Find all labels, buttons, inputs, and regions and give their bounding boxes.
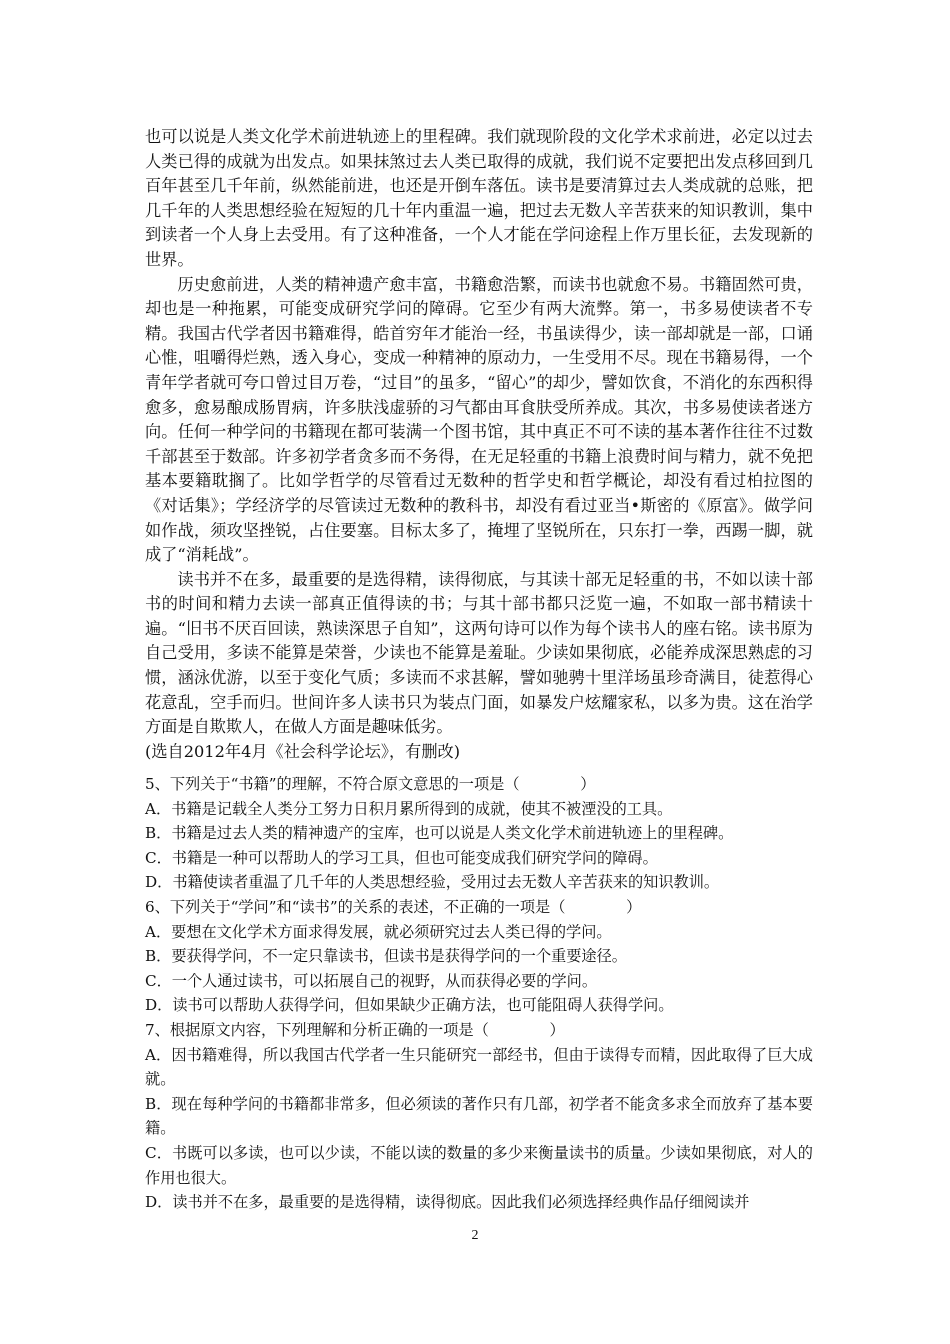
option-b: B．现在每种学问的书籍都非常多，但必须读的著作只有几部，初学者不能贪多求全而放弃了基本要籍。 — [145, 1094, 813, 1138]
option-a: A．书籍是记载全人类分工努力日积月累所得到的成就，使其不被湮没的工具。 — [145, 799, 673, 818]
option-a: A．因书籍难得，所以我国古代学者一生只能研究一部经书，但由于读得专而精，因此取得了巨大成就。 — [145, 1045, 813, 1089]
option-c: C．书既可以多读，也可以少读，不能以读的数量的多少来衡量读书的质量。少读如果彻底，对人的作用也很大。 — [145, 1143, 813, 1187]
option-d: D．读书可以帮助人获得学问，但如果缺少正确方法，也可能阻碍人获得学问。 — [145, 996, 674, 1015]
questions-section — [145, 772, 813, 1215]
question-stem: 6、下列关于“学问”和“读书”的关系的表述，不正确的一项是（ ） — [145, 897, 642, 916]
option-b: B．书籍是过去人类的精神遗产的宝库，也可以说是人类文化学术前进轨迹上的里程碑。 — [145, 824, 734, 843]
question-5 — [145, 772, 813, 895]
question-stem: 5、下列关于“书籍”的理解，不符合原文意思的一项是（ ） — [145, 775, 596, 793]
question-7 — [145, 1018, 813, 1215]
question-stem: 7、根据原文内容，下列理解和分析正确的一项是（ ） — [145, 1020, 565, 1039]
passage-paragraph-1: 也可以说是人类文化学术前进轨迹上的里程碑。我们就现阶段的文化学术求前进，必定以过去人类已得的成就为出发点。如果抹煞过去人类已取得的成就，我们说不定要把出发点移回到几百年甚至几千年前，纵然能前进，也还是开倒车落伍。读书是要清算过去人类成就的总账，把几千年的人类思想经验在短短的几十年内重温一遍，把过去无数人辛苦获来的知识教训，集中到读者一个人身上去受用。有了这种准备，一个人才能在学问途程上作万里长征，去发现新的世界。 — [145, 127, 813, 269]
passage-body — [145, 125, 813, 764]
option-d: D．读书并不在多，最重要的是选得精，读得彻底。因此我们必须选择经典作品仔细阅读并 — [145, 1193, 750, 1212]
option-d: D．书籍使读者重温了几千年的人类思想经验，受用过去无数人辛苦获来的知识教训。 — [145, 873, 720, 892]
question-6 — [145, 895, 813, 1018]
option-c: C．书籍是一种可以帮助人的学习工具，但也可能变成我们研究学问的障碍。 — [145, 848, 658, 867]
passage-paragraph-2: 历史愈前进，人类的精神遗产愈丰富，书籍愈浩繁，而读书也就愈不易。书籍固然可贵，却也是一种拖累，可能变成研究学问的障碍。它至少有两大流弊。第一，书多易使读者不专精。我国古代学者因书籍难得，皓首穷年才能治一经，书虽读得少，读一部却就是一部，口诵心惟，咀嚼得烂熟，透入身心，变成一种精神的原动力，一生受用不尽。现在书籍易得，一个青年学者就可夸口曾过目万卷，“过目”的虽多，“留心”的却少，譬如饮食，不消化的东西积得愈多，愈易酿成肠胃病，许多肤浅虚骄的习气都由耳食肤受所养成。其次，书多易使读者迷方向。任何一种学问的书籍现在都可装满一个图书馆，其中真正不可不读的基本著作往往不过数千部甚至于数部。许多初学者贪多而不务得，在无足轻重的书籍上浪费时间与精力，就不免把基本要籍耽搁了。比如学哲学的尽管看过无数种的哲学史和哲学概论，却没有看过柏拉图的《对话集》；学经济学的尽管读过无数种的教科书，却没有看过亚当•斯密的《原富》。做学问如作战，须攻坚挫锐，占住要塞。目标太多了，掩埋了坚锐所在，只东打一拳，西踢一脚，就成了“消耗战”。 — [145, 274, 813, 565]
option-a: A．要想在文化学术方面求得发展，就必须研究过去人类已得的学问。 — [145, 922, 612, 941]
passage-paragraph-3: 读书并不在多，最重要的是选得精，读得彻底，与其读十部无足轻重的书，不如以读十部书的时间和精力去读一部真正值得读的书；与其十部书都只泛览一遍，不如取一部书精读十遍。“旧书不厌百回读，熟读深思子自知”，这两句诗可以作为每个读书人的座右铭。读书原为自己受用，多读不能算是荣誉，少读也不能算是羞耻。少读如果彻底，必能养成深思熟虑的习惯，涵泳优游，以至于变化气质；多读而不求甚解，譬如驰骋十里洋场虽珍奇满目，徒惹得心花意乱，空手而归。世间许多人读书只为装点门面，如暴发户炫耀家私，以多为贵。这在治学方面是自欺欺人，在做人方面是趣味低劣。 — [145, 569, 813, 737]
option-b: B．要获得学问，不一定只靠读书，但读书是获得学问的一个重要途径。 — [145, 947, 627, 966]
option-c: C．一个人通过读书，可以拓展自己的视野，从而获得必要的学问。 — [145, 971, 598, 990]
passage-source: (选自2012年4月《社会科学论坛》，有删改) — [145, 741, 461, 761]
page-number: 2 — [471, 1228, 479, 1243]
